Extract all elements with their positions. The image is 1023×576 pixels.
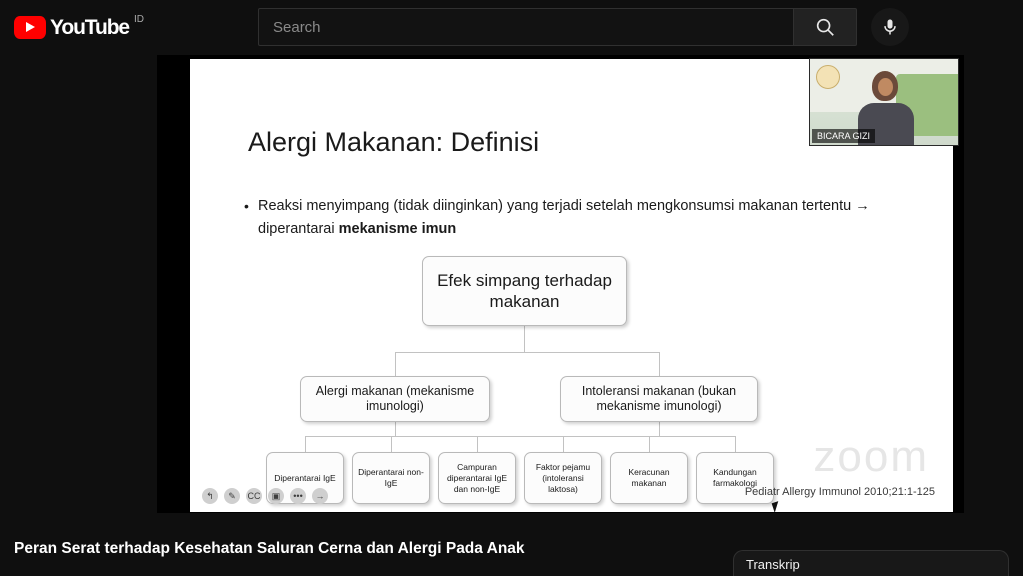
video-title: Peran Serat terhadap Kesehatan Saluran Cerna dan Alergi Pada Anak <box>14 540 525 557</box>
pen-icon[interactable]: ✎ <box>224 488 240 504</box>
pip-logo-icon <box>816 65 840 89</box>
search-button[interactable] <box>793 8 857 46</box>
search-area <box>258 8 909 46</box>
mouse-cursor-icon <box>772 501 782 512</box>
camera-off-icon[interactable]: ▣ <box>268 488 284 504</box>
pip-name-badge: BICARA GIZI <box>812 129 875 143</box>
closed-caption-icon[interactable]: CC <box>246 488 262 504</box>
pip-speaker-face <box>878 78 893 96</box>
bullet-dot: • <box>244 198 249 214</box>
connector <box>659 352 660 376</box>
connector <box>395 352 659 353</box>
connector <box>524 326 525 352</box>
more-options-icon[interactable]: ••• <box>290 488 306 504</box>
flow-leaf-non-ige: Diperantarai non-IgE <box>352 452 430 504</box>
connector <box>659 422 660 436</box>
connector <box>735 436 736 452</box>
flow-leaf-food-poisoning: Keracunan makanan <box>610 452 688 504</box>
left-rail <box>0 55 148 528</box>
youtube-play-icon <box>14 16 46 39</box>
annotate-back-icon[interactable]: ↰ <box>202 488 218 504</box>
connector <box>305 436 573 437</box>
next-arrow-icon[interactable]: → <box>312 488 328 504</box>
slide-bullet <box>244 195 914 241</box>
youtube-logo[interactable] <box>14 16 144 39</box>
right-edge <box>964 55 1023 528</box>
zoom-annotation-toolbar[interactable] <box>202 488 328 504</box>
youtube-logo-text: YouTube <box>50 16 130 39</box>
transcript-panel-label: Transkrip <box>746 557 800 572</box>
flow-node-allergy: Alergi makanan (mekanisme imunologi) <box>300 376 490 422</box>
slide-title: Alergi Makanan: Definisi <box>248 127 540 157</box>
flow-node-intolerance: Intoleransi makanan (bukan mekanisme imunologi) <box>560 376 758 422</box>
page-body <box>0 55 1023 576</box>
bullet-text-prefix: Reaksi menyimpang (tidak diinginkan) yang terjadi setelah mengkonsumsi makanan tertentu → diperantarai <box>258 198 870 237</box>
webcam-pip[interactable] <box>809 58 959 146</box>
bullet-text-bold: mekanisme imun <box>338 221 457 237</box>
search-icon <box>814 16 836 38</box>
flow-node-root: Efek simpang terhadap makanan <box>422 256 627 326</box>
connector <box>391 436 392 452</box>
connector <box>395 422 396 436</box>
search-input[interactable] <box>271 18 793 37</box>
youtube-country-code: ID <box>134 14 145 25</box>
zoom-watermark: zoom <box>813 432 929 481</box>
connector <box>395 352 396 376</box>
voice-search-button[interactable] <box>871 8 909 46</box>
youtube-header <box>0 0 1023 55</box>
connector <box>305 436 306 452</box>
flow-leaf-pharmacologic: Kandungan farmakologi <box>696 452 774 504</box>
connector <box>649 436 650 452</box>
flow-leaf-mixed: Campuran diperantarai IgE dan non-IgE <box>438 452 516 504</box>
transcript-panel[interactable] <box>733 550 1009 576</box>
slide-citation: Pediatr Allergy Immunol 2010;21:1-125 <box>744 486 935 498</box>
microphone-icon <box>880 17 900 37</box>
video-player[interactable] <box>157 55 964 513</box>
flow-leaf-host-factor: Faktor pejamu (intoleransi laktosa) <box>524 452 602 504</box>
search-box[interactable] <box>258 8 793 46</box>
connector <box>477 436 478 452</box>
connector <box>563 436 564 452</box>
flow-leaf-ige: Diperantarai IgE <box>266 452 344 504</box>
